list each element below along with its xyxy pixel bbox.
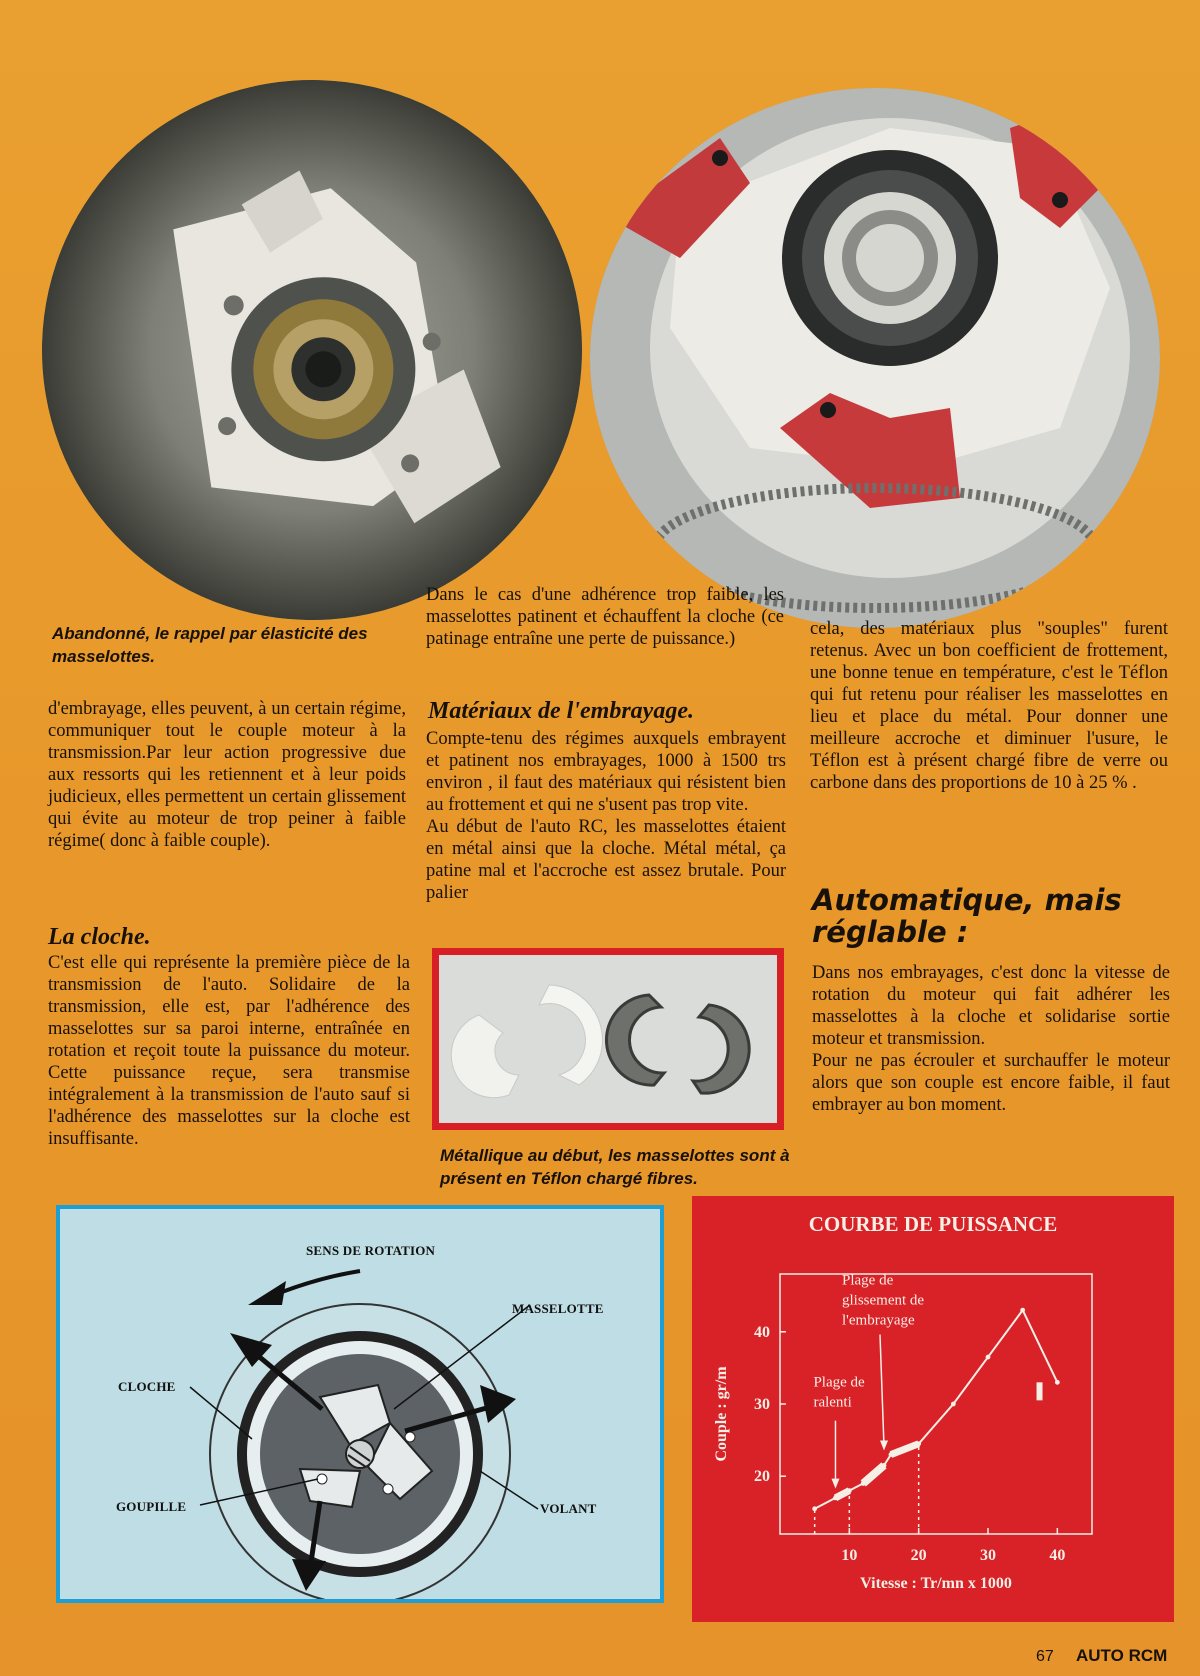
- series-point: [882, 1463, 887, 1468]
- label-masselotte: MASSELOTTE: [512, 1301, 604, 1316]
- x-tick-label: 30: [980, 1547, 996, 1564]
- col3-paragraph-1: cela, des matériaux plus "souples" furent retenus. Avec un bon coefficient de frottement, une bonne tenue en température, c'est le Téflon qui fut retenu pour réaliser les masselottes en lieu et place du métal. Pour donner une meilleure accroche et diminuer l'usure, le Téflon est à présent chargé fibre de verre ou carbone dans des proportions de 10 à 25 % .: [810, 619, 1168, 793]
- column-2-text-mid: [426, 728, 786, 904]
- series-point: [847, 1488, 852, 1493]
- photo-left-caption: Abandonné, le rappel par élasticité des masselottes.: [52, 624, 368, 666]
- clutch-photo-right: [590, 88, 1160, 628]
- column-2-text-top: [426, 584, 784, 650]
- clutch-bell-image: [24, 62, 600, 638]
- column-1-text-bottom: [48, 952, 410, 1150]
- col2-paragraph-1: Dans le cas d'une adhérence trop faible, les masselottes patinent et échauffent la cloche (ce patinage entraîne une perte de puissance.): [426, 585, 784, 649]
- col3-paragraph-2: Dans nos embrayages, c'est donc la vitesse de rotation du moteur qui fait adhérer les masselottes à la cloche et solidarise sortie moteur et transmission.: [812, 963, 1170, 1049]
- annotation-glissement-arrowhead: [880, 1441, 888, 1451]
- series-point: [1020, 1308, 1025, 1313]
- heading-la-cloche: La cloche.: [48, 924, 151, 950]
- annotation-ralenti-text: ralenti: [813, 1394, 852, 1411]
- small-photo-caption: Métallique au début, les masselottes sont à présent en Téflon chargé fibres.: [440, 1146, 790, 1188]
- annotation-ralenti-text: Plage de: [813, 1374, 865, 1391]
- heading-automatique: [812, 884, 1122, 948]
- y-tick-label: 30: [754, 1396, 770, 1413]
- chart-canvas: [692, 1196, 1174, 1622]
- series-point: [951, 1402, 956, 1407]
- annotation-glissement-text: Plage de: [842, 1272, 894, 1289]
- x-tick-label: 10: [841, 1547, 858, 1564]
- col2-paragraph-2: Compte-tenu des régimes auxquels embrayent et patinent nos embrayages, 1000 à 1500 trs environ , il faut des matériaux qui résistent bien au frottement et qui ne s'usent pas trop vite.: [426, 729, 786, 815]
- heading-materiaux: Matériaux de l'embrayage.: [428, 698, 694, 724]
- label-sens-de-rotation: SENS DE ROTATION: [306, 1243, 436, 1258]
- series-point: [1055, 1380, 1060, 1385]
- masselottes-image: [439, 955, 777, 1123]
- glissement-zone: [891, 1444, 919, 1455]
- glissement-zone: [863, 1465, 884, 1483]
- label-volant: VOLANT: [540, 1501, 597, 1516]
- column-3-text-top: [810, 618, 1168, 794]
- clutch-diagram-drawing: [60, 1209, 660, 1599]
- series-point: [986, 1355, 991, 1360]
- series-point: [812, 1506, 817, 1511]
- clutch-diagram: [56, 1205, 664, 1603]
- heading-automatique-line-1: Automatique, mais: [812, 883, 1122, 917]
- power-curve-chart: [692, 1196, 1174, 1622]
- masselottes-photo: [432, 948, 784, 1130]
- y-tick-label: 40: [754, 1323, 770, 1341]
- page-number: 67: [1036, 1648, 1054, 1665]
- series-point: [833, 1495, 838, 1500]
- chart-title: COURBE DE PUISSANCE: [808, 1212, 1058, 1236]
- col2-paragraph-3: Au début de l'auto RC, les masselottes étaient en métal ainsi que la cloche. Métal métal, ça patine mal et l'accroche est assez brutale. Pour palier: [426, 817, 786, 903]
- chart-small-marker: [1037, 1382, 1043, 1400]
- col1-paragraph-1: d'embrayage, elles peuvent, à un certain régime, communiquer tout le couple moteur à la transmission.Par leur action progressive due aux ressorts qui les retiennent et à leur poids judicieux, elles permettent un certain glissement qui évite au moteur de trop peiner à faible régime( donc à faible couple).: [48, 699, 406, 851]
- x-axis-label: Vitesse : Tr/mn x 1000: [860, 1575, 1012, 1592]
- y-tick-label: 20: [754, 1468, 770, 1486]
- label-goupille: GOUPILLE: [116, 1499, 187, 1514]
- column-3-text-bottom: [812, 962, 1170, 1116]
- series-point: [889, 1452, 894, 1457]
- series-point: [916, 1441, 921, 1446]
- label-cloche: CLOCHE: [118, 1379, 176, 1394]
- x-tick-label: 20: [910, 1547, 927, 1564]
- clutch-shoes-image: [590, 88, 1160, 628]
- series-point: [861, 1481, 866, 1486]
- annotation-glissement-text: l'embrayage: [842, 1312, 915, 1329]
- annotation-glissement-arrow: [880, 1335, 884, 1447]
- col1-paragraph-2: C'est elle qui représente la première pièce de la transmission de l'auto. Solidaire de la transmission, elle est, par l'adhérence des masselottes sur sa paroi interne, entraînée en rotation et reçoit toute la puissance du moteur. Cette puissance reçue, sera transmise intégralement à la transmission de l'auto sauf si l'adhérence des masselottes sur la cloche est insuffisante.: [48, 953, 410, 1149]
- annotation-ralenti-arrowhead: [831, 1479, 839, 1489]
- col3-paragraph-3: Pour ne pas écrouler et surchauffer le moteur alors que son couple est encore faible, il faut embrayer au bon moment.: [812, 1051, 1170, 1115]
- annotation-glissement-text: glissement de: [842, 1292, 925, 1309]
- column-1-text-top: [48, 698, 406, 852]
- magazine-name: AUTO RCM: [1076, 1646, 1168, 1665]
- y-axis-label: Couple : gr/m: [713, 1366, 730, 1462]
- x-tick-label: 40: [1049, 1547, 1066, 1564]
- heading-automatique-line-2: réglable :: [812, 915, 969, 949]
- clutch-photo-left: [24, 62, 600, 638]
